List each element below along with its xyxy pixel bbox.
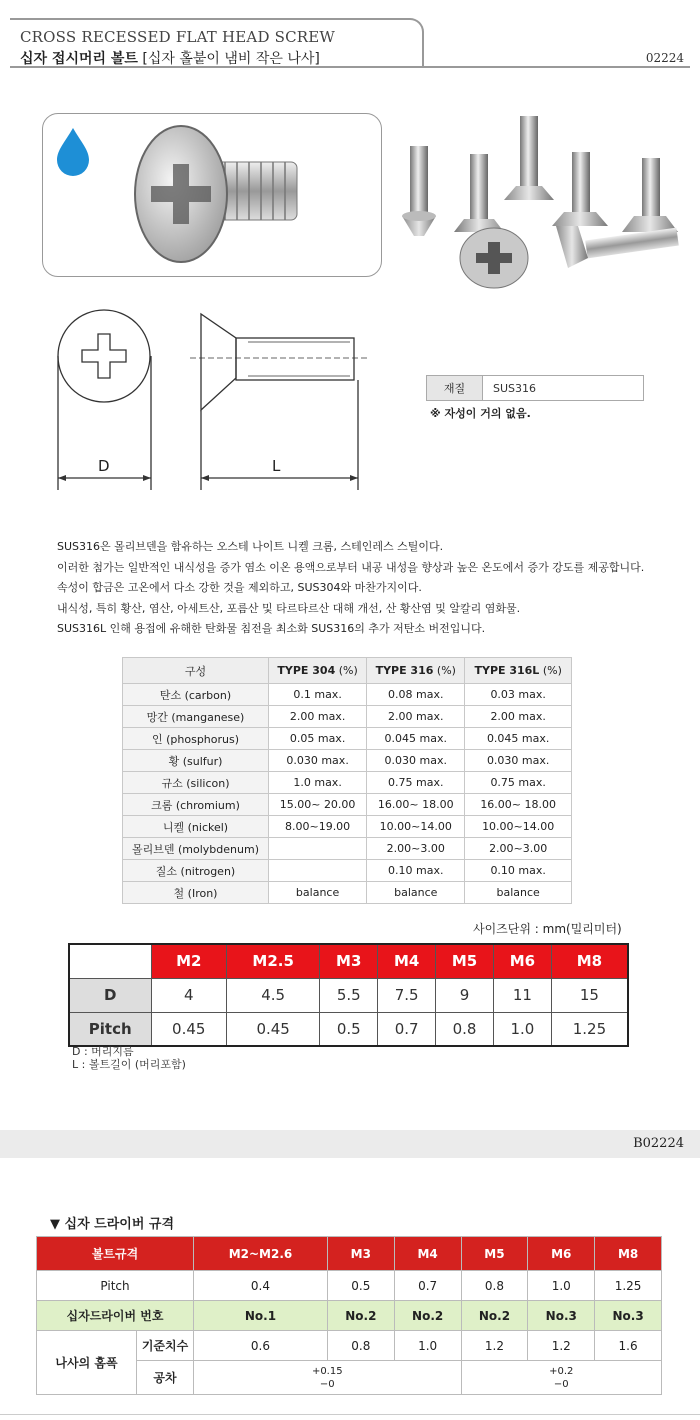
element-value: 0.030 max. <box>465 750 572 772</box>
size-value: 5.5 <box>320 978 378 1012</box>
technical-drawing <box>40 300 380 500</box>
desc-line: 속성이 합금은 고온에서 다소 강한 것을 제외하고, SUS304와 마찬가지이다. <box>57 581 422 594</box>
driver-header-row <box>37 1237 662 1271</box>
table-row <box>123 794 572 816</box>
groove-label: 나사의 홈폭 <box>37 1331 137 1395</box>
table-row <box>123 706 572 728</box>
groove-standard-value: 1.0 <box>394 1331 461 1361</box>
pitch-value: 0.4 <box>194 1271 328 1301</box>
size-value: 9 <box>436 978 494 1012</box>
size-header: M2.5 <box>227 944 320 978</box>
pitch-value: 1.0 <box>528 1271 595 1301</box>
section-band <box>0 1130 700 1158</box>
pitch-label: Pitch <box>37 1271 194 1301</box>
driver-number-value: No.2 <box>394 1301 461 1331</box>
legend-d: D : 머리지름 <box>72 1045 134 1058</box>
driver-header: 볼트규격 <box>37 1237 194 1271</box>
element-value: 2.00~3.00 <box>367 838 465 860</box>
table-row <box>123 684 572 706</box>
driver-header: M6 <box>528 1237 595 1271</box>
driver-number-value: No.3 <box>528 1301 595 1331</box>
pitch-value: 1.25 <box>595 1271 662 1301</box>
desc-line: 이러한 첨가는 일반적인 내식성을 증가 염소 이온 용액으로부터 내공 내성을 향상과 높은 온도에서 증가 강도를 제공합니다. <box>57 560 645 574</box>
size-value: 7.5 <box>378 978 436 1012</box>
element-value: 8.00~19.00 <box>269 816 367 838</box>
header-type316: TYPE 316 (%) <box>367 658 465 684</box>
dimension-d-label: D <box>98 457 110 475</box>
size-row-label: D <box>69 978 151 1012</box>
screws-group-image <box>398 108 698 303</box>
size-rows <box>69 978 628 1046</box>
driver-number-label: 십자드라이버 번호 <box>37 1301 194 1331</box>
groove-standard-value: 1.6 <box>595 1331 662 1361</box>
driver-spec-table <box>36 1236 662 1395</box>
size-value: 0.8 <box>436 1012 494 1046</box>
size-header-blank <box>69 944 151 978</box>
element-value: 0.045 max. <box>465 728 572 750</box>
element-value: 0.08 max. <box>367 684 465 706</box>
element-value: 16.00~ 18.00 <box>465 794 572 816</box>
element-value: 0.10 max. <box>465 860 572 882</box>
element-name: 탄소 (carbon) <box>123 684 269 706</box>
bottom-divider <box>0 1414 700 1415</box>
product-code: 02224 <box>645 51 684 65</box>
element-value: 0.030 max. <box>269 750 367 772</box>
size-header-row <box>69 944 628 978</box>
pitch-value: 0.5 <box>327 1271 394 1301</box>
table-row <box>123 860 572 882</box>
element-value: 1.0 max. <box>269 772 367 794</box>
size-row <box>69 978 628 1012</box>
element-value: 0.1 max. <box>269 684 367 706</box>
product-photo-box <box>42 113 382 277</box>
element-value: 10.00~14.00 <box>465 816 572 838</box>
driver-header: M8 <box>595 1237 662 1271</box>
driver-number-value: No.3 <box>595 1301 662 1331</box>
driver-number-value: No.2 <box>327 1301 394 1331</box>
driver-number-value: No.2 <box>461 1301 528 1331</box>
element-name: 질소 (nitrogen) <box>123 860 269 882</box>
size-header: M2 <box>151 944 227 978</box>
element-value: 0.10 max. <box>367 860 465 882</box>
desc-line: SUS316은 몰리브덴을 함유하는 오스테 나이트 니켈 크롬, 스테인레스 스틸이다. <box>57 540 444 553</box>
table-row <box>123 772 572 794</box>
size-header: M4 <box>378 944 436 978</box>
table-row <box>123 816 572 838</box>
element-value: 16.00~ 18.00 <box>367 794 465 816</box>
element-name: 망간 (manganese) <box>123 706 269 728</box>
groove-standard-label: 기준치수 <box>137 1331 194 1361</box>
size-value: 1.0 <box>493 1012 551 1046</box>
material-description <box>57 537 644 640</box>
driver-header: M2~M2.6 <box>194 1237 328 1271</box>
composition-rows <box>123 684 572 904</box>
driver-header: M4 <box>394 1237 461 1271</box>
driver-header: M3 <box>327 1237 394 1271</box>
element-name: 규소 (silicon) <box>123 772 269 794</box>
element-name: 황 (sulfur) <box>123 750 269 772</box>
element-value: 0.05 max. <box>269 728 367 750</box>
size-table <box>68 943 629 1047</box>
element-name: 철 (Iron) <box>123 882 269 904</box>
size-row-label: Pitch <box>69 1012 151 1046</box>
size-header: M6 <box>493 944 551 978</box>
desc-line: 내식성, 특히 황산, 염산, 아세트산, 포름산 및 타르타르산 대해 개선, 산 황산염 및 알칼리 염화물. <box>57 601 521 615</box>
groove-tolerance-label: 공차 <box>137 1361 194 1395</box>
driver-number-value: No.1 <box>194 1301 328 1331</box>
driver-header: M5 <box>461 1237 528 1271</box>
tolerance-small: +0.15 −0 <box>194 1361 462 1395</box>
material-note: ※ 자성이 거의 없음. <box>430 407 531 420</box>
size-value: 4 <box>151 978 227 1012</box>
table-row <box>123 728 572 750</box>
water-drop-icon <box>57 128 89 176</box>
element-value: 2.00 max. <box>269 706 367 728</box>
pitch-value: 0.7 <box>394 1271 461 1301</box>
element-name: 니켈 (nickel) <box>123 816 269 838</box>
header-type304: TYPE 304 (%) <box>269 658 367 684</box>
size-header: M8 <box>551 944 628 978</box>
size-value: 4.5 <box>227 978 320 1012</box>
korean-title <box>20 48 320 68</box>
element-value: 15.00~ 20.00 <box>269 794 367 816</box>
korean-title-sub: [십자 홀붙이 냄비 작은 나사] <box>142 51 320 67</box>
legend-l: L : 볼트길이 (머리포함) <box>72 1058 186 1071</box>
english-title: CROSS RECESSED FLAT HEAD SCREW <box>20 28 336 46</box>
groove-standard-value: 0.8 <box>327 1331 394 1361</box>
header-type316l: TYPE 316L (%) <box>465 658 572 684</box>
material-value: SUS316 <box>493 381 537 395</box>
element-value: 10.00~14.00 <box>367 816 465 838</box>
element-value: balance <box>465 882 572 904</box>
material-table <box>426 375 644 401</box>
groove-standard-value: 1.2 <box>528 1331 595 1361</box>
korean-title-main: 십자 접시머리 볼트 <box>20 51 138 67</box>
table-row <box>123 838 572 860</box>
size-unit-note: 사이즈단위 : mm(밀리미터) <box>473 922 622 936</box>
size-header: M5 <box>436 944 494 978</box>
element-name: 인 (phosphorus) <box>123 728 269 750</box>
element-value: 0.75 max. <box>367 772 465 794</box>
dimension-l-label: L <box>272 457 281 475</box>
driver-number-row <box>37 1301 662 1331</box>
groove-standard-value: 1.2 <box>461 1331 528 1361</box>
element-value <box>269 860 367 882</box>
screw-closeup-image <box>43 114 383 278</box>
driver-pitch-row <box>37 1271 662 1301</box>
size-value: 0.7 <box>378 1012 436 1046</box>
desc-line: SUS316L 인해 용접에 유해한 탄화물 침전을 최소화 SUS316의 추가 저탄소 버전입니다. <box>57 622 486 635</box>
element-value: 0.03 max. <box>465 684 572 706</box>
table-row <box>123 750 572 772</box>
size-header: M3 <box>320 944 378 978</box>
element-value: 2.00~3.00 <box>465 838 572 860</box>
table-row <box>123 882 572 904</box>
header-composition: 구성 <box>123 658 269 684</box>
size-row <box>69 1012 628 1046</box>
element-value <box>269 838 367 860</box>
size-value: 1.25 <box>551 1012 628 1046</box>
composition-table <box>122 657 572 904</box>
tolerance-large: +0.2 −0 <box>461 1361 661 1395</box>
groove-standard-row <box>37 1331 662 1361</box>
element-name: 몰리브덴 (molybdenum) <box>123 838 269 860</box>
size-value: 0.5 <box>320 1012 378 1046</box>
element-value: balance <box>367 882 465 904</box>
material-key: 재질 <box>427 376 483 400</box>
size-value: 0.45 <box>227 1012 320 1046</box>
bottom-product-code: B02224 <box>633 1136 684 1151</box>
element-value: 0.030 max. <box>367 750 465 772</box>
element-value: 0.75 max. <box>465 772 572 794</box>
size-value: 11 <box>493 978 551 1012</box>
element-name: 크롬 (chromium) <box>123 794 269 816</box>
size-value: 15 <box>551 978 628 1012</box>
size-value: 0.45 <box>151 1012 227 1046</box>
pitch-value: 0.8 <box>461 1271 528 1301</box>
driver-spec-title: ▼ 십자 드라이버 규격 <box>50 1217 175 1232</box>
element-value: 0.045 max. <box>367 728 465 750</box>
table-header-row <box>123 658 572 684</box>
element-value: 2.00 max. <box>465 706 572 728</box>
legend <box>72 1045 186 1071</box>
groove-standard-value: 0.6 <box>194 1331 328 1361</box>
element-value: 2.00 max. <box>367 706 465 728</box>
element-value: balance <box>269 882 367 904</box>
